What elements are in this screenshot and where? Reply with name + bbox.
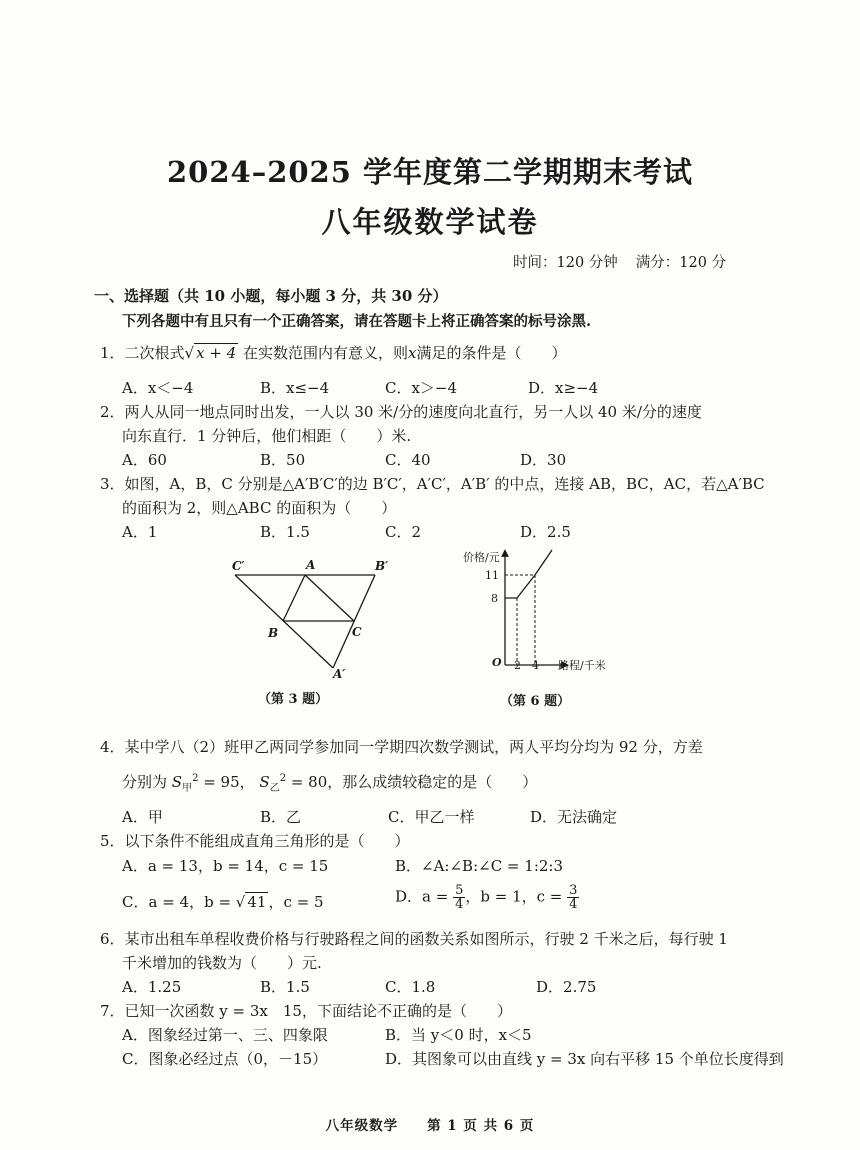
q4-text-a: 分别为 (122, 773, 172, 791)
q4-option-c: C．甲乙一样 (388, 808, 475, 826)
edge-a-b (283, 575, 305, 621)
q1-text-a: 1．二次根式 (100, 344, 185, 362)
label-a: A (306, 558, 316, 572)
frac2-num: 3 (569, 883, 578, 898)
q1-option-b: B．x≤−4 (260, 379, 330, 397)
q2-line2: 向东直行．1 分钟后，他们相距（ ）米. (122, 427, 412, 445)
y-axis-label: 价格/元 (463, 551, 500, 564)
q6-option-b: B．1.5 (260, 978, 310, 996)
q4-option-a: A．甲 (122, 808, 163, 826)
q1-text-c: 满足的条件是（ ） (416, 344, 567, 362)
q7-option-d: D．其图象可以由直线 y = 3x 向右平移 15 个单位长度得到 (385, 1050, 784, 1068)
q4-sup-yi: 2 (279, 773, 287, 784)
figure-6-graph (455, 545, 625, 680)
sqrt-sign: √ (184, 344, 195, 362)
label-b: B (268, 626, 279, 640)
exam-subtitle: 八年级数学试卷 (321, 205, 539, 239)
q4-sup-jia: 2 (192, 773, 199, 784)
q5-d-text-a: D．a = (395, 887, 454, 906)
frac1-den: 4 (455, 897, 464, 912)
q5-d-text-b: ，b = 1，c = (465, 887, 568, 906)
q5-c-text-b: ，c = 5 (268, 893, 324, 911)
q2-option-b: B．50 (260, 451, 306, 469)
q1-radicand: x + 4 (196, 344, 237, 362)
q3-option-a: A．1 (122, 523, 158, 541)
price-line (505, 550, 552, 598)
figure-3-triangle (220, 550, 400, 680)
sqrt-sign: √ (235, 893, 246, 911)
q1-option-a: A．x＜−4 (122, 379, 194, 397)
edge-a-c (305, 575, 354, 621)
q7-option-c: C．图象必经过点（0，－15） (122, 1050, 328, 1068)
q4-s-yi: S (259, 773, 270, 791)
q4-sub-jia: 甲 (182, 783, 193, 794)
x-tick-2: 2 (514, 659, 521, 672)
q5-option-b: B．∠A:∠B:∠C = 1:2:3 (395, 857, 564, 875)
q1-text-b: 在实数范围内有意义，则 (243, 344, 409, 362)
q6-line2: 千米增加的钱数为（ ）元. (122, 954, 322, 972)
q7-line1: 7．已知一次函数 y = 3x 15，下面结论不正确的是（ ） (100, 1002, 512, 1020)
exam-score: 满分：120 分 (635, 255, 727, 271)
label-a-prime: A′ (333, 667, 346, 680)
q4-eq2: = 80，那么成绩较稳定的是（ ） (286, 773, 538, 791)
q5-d-frac2 (567, 884, 579, 911)
q5-line1: 5．以下条件不能组成直角三角形的是（ ） (100, 832, 410, 850)
q4-sub-yi: 乙 (269, 783, 280, 794)
q5-c-text-a: C．a = 4，b = (122, 893, 236, 911)
q4-s-jia: S (171, 773, 183, 791)
q4-line1: 4．某中学八（2）班甲乙两同学参加同一学期四次数学测试，两人平均分均为 92 分，方差 (100, 738, 703, 756)
q3-line1: 3．如图，A，B，C 分别是△A′B′C′的边 B′C′，A′C′，A′B′ 的中点，连接 AB，BC，AC，若△A′BC (100, 475, 765, 493)
q5-option-c (122, 891, 324, 912)
q2-option-d: D．30 (520, 451, 567, 469)
section-instruction: 下列各题中有且只有一个正确答案，请在答题卡上将正确答案的标号涂黑. (122, 313, 592, 330)
label-c: C (352, 625, 362, 639)
label-b-prime: B′ (375, 559, 389, 573)
x-tick-4: 4 (532, 659, 539, 672)
q3-option-d: D．2.5 (520, 523, 571, 541)
y-tick-11: 11 (485, 569, 499, 582)
q4-line2 (122, 771, 537, 794)
label-c-prime: C′ (232, 559, 245, 573)
q6-option-c: C．1.8 (385, 978, 436, 996)
q6-option-d: D．2.75 (536, 978, 597, 996)
y-tick-8: 8 (491, 592, 498, 605)
q2-line1: 2．两人从同一地点同时出发，一人以 30 米/分的速度向北直行，另一人以 40 米/分的速度 (100, 403, 702, 421)
q1-option-c: C．x＞−4 (385, 379, 458, 397)
exam-meta (513, 251, 744, 272)
frac1-num: 5 (455, 883, 464, 898)
q7-option-b: B．当 y＜0 时，x＜5 (385, 1026, 532, 1044)
x-axis-label: 路程/千米 (558, 659, 606, 672)
q4-option-d: D．无法确定 (530, 808, 618, 826)
q2-option-a: A．60 (122, 451, 167, 469)
q2-option-c: C．40 (385, 451, 431, 469)
question-1 (100, 342, 567, 363)
q6-line1: 6．某市出租车单程收费价格与行驶路程之间的函数关系如图所示，行驶 2 千米之后，每行驶 1 (100, 930, 728, 948)
q7-option-a: A．图象经过第一、三、四象限 (122, 1026, 328, 1044)
exam-time: 时间：120 分钟 (513, 255, 618, 271)
q5-option-a: A．a = 13，b = 14，c = 15 (122, 857, 329, 875)
q5-option-d (395, 884, 579, 911)
q6-option-a: A．1.25 (122, 978, 182, 996)
section-title: 一、选择题（共 10 小题，每小题 3 分，共 30 分） (94, 287, 448, 305)
q1-var: x (408, 344, 417, 362)
q4-eq1: = 95， (198, 773, 255, 791)
page-footer: 八年级数学 第 1 页 共 6 页 (325, 1118, 535, 1134)
q3-option-c: C．2 (385, 523, 422, 541)
origin-label: O (492, 656, 502, 669)
q3-option-b: B．1.5 (260, 523, 310, 541)
q5-d-frac1 (453, 884, 465, 911)
figure-3-caption: （第 3 题） (258, 692, 329, 707)
figure-6-caption: （第 6 题） (500, 694, 571, 709)
q1-option-d: D．x≥−4 (528, 379, 599, 397)
frac2-den: 4 (569, 897, 578, 912)
q5-c-radicand: 41 (247, 893, 267, 911)
q4-option-b: B．乙 (260, 808, 302, 826)
q3-line2: 的面积为 2，则△ABC 的面积为（ ） (122, 499, 397, 517)
exam-title: 2024–2025 学年度第二学期期末考试 (166, 155, 694, 189)
